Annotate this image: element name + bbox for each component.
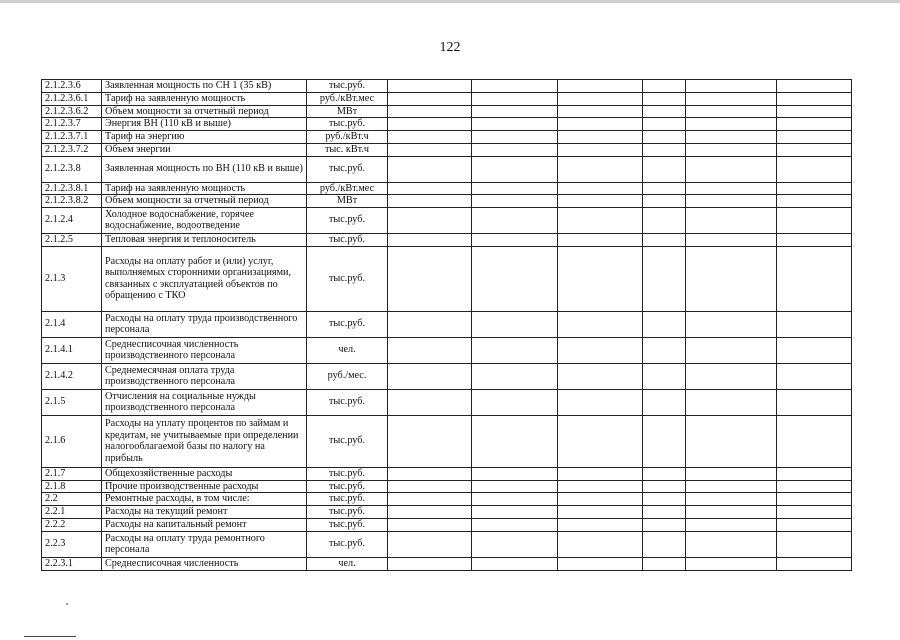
- value-cell: [643, 557, 686, 570]
- value-cell: [777, 131, 852, 144]
- value-cell: [388, 467, 472, 480]
- row-number-cell: 2.1.2.3.6.2: [42, 105, 102, 118]
- table-row: [42, 131, 852, 144]
- footnote-rule: [24, 636, 76, 637]
- row-unit-cell: тыс.руб.: [307, 415, 388, 467]
- value-cell: [643, 143, 686, 156]
- value-cell: [686, 246, 777, 311]
- table-row: [42, 506, 852, 519]
- row-unit-cell: тыс.руб.: [307, 506, 388, 519]
- row-unit-cell: тыс. кВт.ч: [307, 143, 388, 156]
- table-row: [42, 207, 852, 233]
- value-cell: [472, 131, 558, 144]
- value-cell: [558, 363, 643, 389]
- value-cell: [686, 118, 777, 131]
- row-name-cell: Среднемесячная оплата труда производственного персонала: [102, 363, 307, 389]
- row-number-cell: 2.1.2.3.7.1: [42, 131, 102, 144]
- value-cell: [643, 337, 686, 363]
- value-cell: [777, 233, 852, 246]
- value-cell: [388, 311, 472, 337]
- value-cell: [777, 518, 852, 531]
- value-cell: [472, 207, 558, 233]
- value-cell: [777, 118, 852, 131]
- row-unit-cell: тыс.руб.: [307, 80, 388, 93]
- value-cell: [558, 337, 643, 363]
- value-cell: [686, 506, 777, 519]
- row-name-cell: Тариф на энергию: [102, 131, 307, 144]
- value-cell: [472, 182, 558, 195]
- row-unit-cell: тыс.руб.: [307, 493, 388, 506]
- scan-speck: [66, 603, 68, 605]
- value-cell: [686, 480, 777, 493]
- value-cell: [388, 415, 472, 467]
- row-name-cell: Прочие производственные расходы: [102, 480, 307, 493]
- row-number-cell: 2.1.2.3.8: [42, 156, 102, 182]
- value-cell: [643, 480, 686, 493]
- value-cell: [643, 207, 686, 233]
- row-name-cell: Объем энергии: [102, 143, 307, 156]
- value-cell: [686, 93, 777, 106]
- value-cell: [472, 337, 558, 363]
- value-cell: [558, 118, 643, 131]
- table-row: [42, 557, 852, 570]
- table-row: [42, 143, 852, 156]
- value-cell: [777, 207, 852, 233]
- value-cell: [472, 493, 558, 506]
- value-cell: [472, 233, 558, 246]
- value-cell: [777, 143, 852, 156]
- value-cell: [643, 467, 686, 480]
- value-cell: [643, 389, 686, 415]
- value-cell: [558, 389, 643, 415]
- value-cell: [472, 105, 558, 118]
- value-cell: [643, 415, 686, 467]
- value-cell: [388, 93, 472, 106]
- value-cell: [558, 246, 643, 311]
- row-name-cell: Объем мощности за отчетный период: [102, 195, 307, 208]
- row-unit-cell: руб./кВт.мес: [307, 93, 388, 106]
- row-number-cell: 2.2.3.1: [42, 557, 102, 570]
- value-cell: [643, 311, 686, 337]
- value-cell: [686, 531, 777, 557]
- row-name-cell: Тариф на заявленную мощность: [102, 93, 307, 106]
- table-row: [42, 93, 852, 106]
- value-cell: [558, 415, 643, 467]
- value-cell: [777, 311, 852, 337]
- value-cell: [686, 389, 777, 415]
- value-cell: [472, 389, 558, 415]
- row-name-cell: Тариф на заявленную мощность: [102, 182, 307, 195]
- row-name-cell: Расходы на оплату труда ремонтного персонала: [102, 531, 307, 557]
- value-cell: [472, 363, 558, 389]
- value-cell: [777, 480, 852, 493]
- value-cell: [558, 531, 643, 557]
- row-unit-cell: тыс.руб.: [307, 156, 388, 182]
- row-name-cell: Общехозяйственные расходы: [102, 467, 307, 480]
- row-number-cell: 2.2.2: [42, 518, 102, 531]
- table-row: [42, 415, 852, 467]
- row-number-cell: 2.1.2.4: [42, 207, 102, 233]
- row-unit-cell: тыс.руб.: [307, 311, 388, 337]
- value-cell: [558, 480, 643, 493]
- row-name-cell: Расходы на капитальный ремонт: [102, 518, 307, 531]
- row-name-cell: Расходы на оплату труда производственного персонала: [102, 311, 307, 337]
- row-name-cell: Ремонтные расходы, в том числе:: [102, 493, 307, 506]
- value-cell: [472, 156, 558, 182]
- row-unit-cell: тыс.руб.: [307, 233, 388, 246]
- row-unit-cell: тыс.руб.: [307, 118, 388, 131]
- row-number-cell: 2.1.5: [42, 389, 102, 415]
- value-cell: [388, 480, 472, 493]
- value-cell: [472, 143, 558, 156]
- value-cell: [643, 118, 686, 131]
- row-unit-cell: руб./кВт.ч: [307, 131, 388, 144]
- value-cell: [686, 415, 777, 467]
- value-cell: [388, 182, 472, 195]
- row-unit-cell: чел.: [307, 337, 388, 363]
- row-name-cell: Заявленная мощность по ВН (110 кВ и выше): [102, 156, 307, 182]
- value-cell: [388, 80, 472, 93]
- value-cell: [686, 207, 777, 233]
- row-number-cell: 2.2: [42, 493, 102, 506]
- row-name-cell: Заявленная мощность по СН 1 (35 кВ): [102, 80, 307, 93]
- value-cell: [777, 363, 852, 389]
- row-number-cell: 2.1.2.3.6.1: [42, 93, 102, 106]
- value-cell: [643, 531, 686, 557]
- row-number-cell: 2.1.2.3.8.1: [42, 182, 102, 195]
- value-cell: [388, 233, 472, 246]
- value-cell: [777, 531, 852, 557]
- value-cell: [686, 557, 777, 570]
- row-unit-cell: тыс.руб.: [307, 389, 388, 415]
- value-cell: [777, 105, 852, 118]
- row-unit-cell: тыс.руб.: [307, 207, 388, 233]
- row-name-cell: Среднесписочная численность: [102, 557, 307, 570]
- row-unit-cell: МВт: [307, 195, 388, 208]
- expense-table: [41, 79, 852, 571]
- row-unit-cell: тыс.руб.: [307, 531, 388, 557]
- row-unit-cell: чел.: [307, 557, 388, 570]
- value-cell: [558, 207, 643, 233]
- row-number-cell: 2.2.3: [42, 531, 102, 557]
- row-number-cell: 2.1.8: [42, 480, 102, 493]
- value-cell: [777, 337, 852, 363]
- value-cell: [388, 493, 472, 506]
- value-cell: [558, 557, 643, 570]
- value-cell: [558, 93, 643, 106]
- table-row: [42, 105, 852, 118]
- row-unit-cell: тыс.руб.: [307, 246, 388, 311]
- value-cell: [388, 246, 472, 311]
- value-cell: [558, 182, 643, 195]
- value-cell: [686, 131, 777, 144]
- value-cell: [643, 195, 686, 208]
- value-cell: [643, 156, 686, 182]
- value-cell: [558, 80, 643, 93]
- value-cell: [388, 506, 472, 519]
- value-cell: [643, 518, 686, 531]
- value-cell: [686, 105, 777, 118]
- table-row: [42, 195, 852, 208]
- value-cell: [388, 389, 472, 415]
- row-number-cell: 2.1.2.5: [42, 233, 102, 246]
- value-cell: [777, 493, 852, 506]
- table-row: [42, 118, 852, 131]
- value-cell: [686, 182, 777, 195]
- row-number-cell: 2.1.4.2: [42, 363, 102, 389]
- table-row: [42, 518, 852, 531]
- row-unit-cell: руб./мес.: [307, 363, 388, 389]
- row-number-cell: 2.1.4: [42, 311, 102, 337]
- row-unit-cell: руб./кВт.мес: [307, 182, 388, 195]
- value-cell: [558, 131, 643, 144]
- value-cell: [558, 195, 643, 208]
- value-cell: [472, 480, 558, 493]
- value-cell: [472, 311, 558, 337]
- value-cell: [558, 105, 643, 118]
- row-name-cell: Отчисления на социальные нужды производственного персонала: [102, 389, 307, 415]
- value-cell: [388, 557, 472, 570]
- table-row: [42, 311, 852, 337]
- value-cell: [558, 233, 643, 246]
- value-cell: [472, 518, 558, 531]
- value-cell: [686, 337, 777, 363]
- row-number-cell: 2.2.1: [42, 506, 102, 519]
- row-number-cell: 2.1.6: [42, 415, 102, 467]
- table-row: [42, 182, 852, 195]
- table-row: [42, 363, 852, 389]
- value-cell: [472, 118, 558, 131]
- value-cell: [686, 493, 777, 506]
- table-row: [42, 246, 852, 311]
- value-cell: [388, 131, 472, 144]
- value-cell: [388, 207, 472, 233]
- value-cell: [643, 131, 686, 144]
- value-cell: [388, 518, 472, 531]
- table-row: [42, 233, 852, 246]
- value-cell: [472, 531, 558, 557]
- value-cell: [777, 557, 852, 570]
- value-cell: [558, 518, 643, 531]
- value-cell: [643, 233, 686, 246]
- value-cell: [686, 143, 777, 156]
- value-cell: [472, 506, 558, 519]
- value-cell: [388, 337, 472, 363]
- row-number-cell: 2.1.2.3.7: [42, 118, 102, 131]
- table-row: [42, 389, 852, 415]
- value-cell: [643, 493, 686, 506]
- table-row: [42, 531, 852, 557]
- row-name-cell: Расходы на оплату работ и (или) услуг, выполняемых сторонними организациями, связанных с эксплуатацией объектов по обращению с ТКО: [102, 246, 307, 311]
- value-cell: [777, 182, 852, 195]
- value-cell: [388, 105, 472, 118]
- row-number-cell: 2.1.2.3.6: [42, 80, 102, 93]
- table-row: [42, 337, 852, 363]
- value-cell: [686, 195, 777, 208]
- value-cell: [777, 195, 852, 208]
- value-cell: [558, 506, 643, 519]
- row-unit-cell: тыс.руб.: [307, 480, 388, 493]
- value-cell: [558, 311, 643, 337]
- value-cell: [388, 156, 472, 182]
- table-row: [42, 480, 852, 493]
- value-cell: [472, 195, 558, 208]
- page-number: 122: [439, 40, 461, 55]
- value-cell: [558, 467, 643, 480]
- value-cell: [777, 506, 852, 519]
- value-cell: [686, 80, 777, 93]
- row-name-cell: Тепловая энергия и теплоноситель: [102, 233, 307, 246]
- value-cell: [777, 156, 852, 182]
- row-name-cell: Холодное водоснабжение, горячее водоснабжение, водоотведение: [102, 207, 307, 233]
- row-name-cell: Расходы на уплату процентов по займам и кредитам, не учитываемые при определении налогооблагаемой базы по налогу на прибыль: [102, 415, 307, 467]
- row-unit-cell: МВт: [307, 105, 388, 118]
- value-cell: [686, 467, 777, 480]
- row-name-cell: Расходы на текущий ремонт: [102, 506, 307, 519]
- value-cell: [388, 195, 472, 208]
- value-cell: [777, 93, 852, 106]
- value-cell: [558, 143, 643, 156]
- value-cell: [472, 80, 558, 93]
- value-cell: [686, 233, 777, 246]
- row-number-cell: 2.1.2.3.8.2: [42, 195, 102, 208]
- value-cell: [686, 363, 777, 389]
- value-cell: [686, 518, 777, 531]
- row-number-cell: 2.1.2.3.7.2: [42, 143, 102, 156]
- table-row: [42, 467, 852, 480]
- value-cell: [643, 80, 686, 93]
- value-cell: [777, 246, 852, 311]
- row-name-cell: Энергия ВН (110 кВ и выше): [102, 118, 307, 131]
- value-cell: [388, 143, 472, 156]
- table-row: [42, 80, 852, 93]
- value-cell: [777, 80, 852, 93]
- value-cell: [643, 105, 686, 118]
- value-cell: [643, 182, 686, 195]
- table-row: [42, 156, 852, 182]
- row-unit-cell: тыс.руб.: [307, 467, 388, 480]
- value-cell: [472, 93, 558, 106]
- value-cell: [558, 156, 643, 182]
- value-cell: [388, 531, 472, 557]
- value-cell: [777, 415, 852, 467]
- row-number-cell: 2.1.3: [42, 246, 102, 311]
- scan-top-edge: [0, 0, 900, 3]
- row-unit-cell: тыс.руб.: [307, 518, 388, 531]
- row-number-cell: 2.1.7: [42, 467, 102, 480]
- value-cell: [686, 156, 777, 182]
- value-cell: [643, 93, 686, 106]
- value-cell: [777, 389, 852, 415]
- value-cell: [388, 118, 472, 131]
- row-name-cell: Среднесписочная численность производственного персонала: [102, 337, 307, 363]
- table-row: [42, 493, 852, 506]
- value-cell: [472, 557, 558, 570]
- row-name-cell: Объем мощности за отчетный период: [102, 105, 307, 118]
- value-cell: [686, 311, 777, 337]
- value-cell: [643, 246, 686, 311]
- value-cell: [388, 363, 472, 389]
- row-number-cell: 2.1.4.1: [42, 337, 102, 363]
- value-cell: [472, 415, 558, 467]
- value-cell: [777, 467, 852, 480]
- value-cell: [472, 246, 558, 311]
- value-cell: [643, 363, 686, 389]
- value-cell: [472, 467, 558, 480]
- value-cell: [643, 506, 686, 519]
- value-cell: [558, 493, 643, 506]
